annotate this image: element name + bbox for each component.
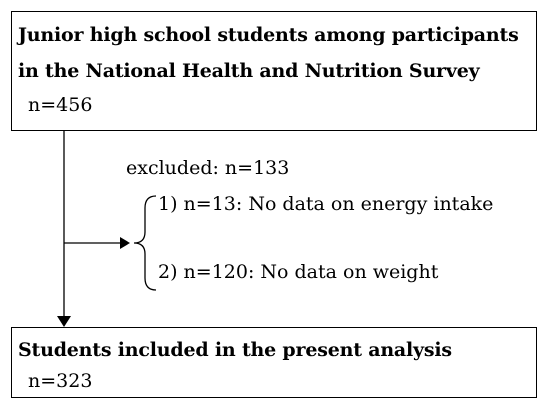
analysis-sample-count: n=323 — [28, 370, 93, 392]
branch-arrowhead — [120, 237, 130, 249]
analysis-sample-box — [11, 327, 537, 398]
source-population-box — [11, 11, 537, 131]
exclusion-curly-brace — [134, 196, 156, 290]
source-population-title-line-2: in the National Health and Nutrition Survey — [18, 60, 480, 82]
source-population-title-line-1: Junior high school students among participants — [18, 24, 519, 46]
analysis-sample-title: Students included in the present analysis — [18, 339, 452, 361]
excluded-reason-energy-intake: 1) n=13: No data on energy intake — [158, 193, 494, 215]
excluded-reason-weight: 2) n=120: No data on weight — [158, 261, 439, 283]
main-arrowhead — [57, 316, 71, 327]
excluded-header: excluded: n=133 — [126, 157, 290, 179]
source-population-count: n=456 — [28, 94, 93, 116]
